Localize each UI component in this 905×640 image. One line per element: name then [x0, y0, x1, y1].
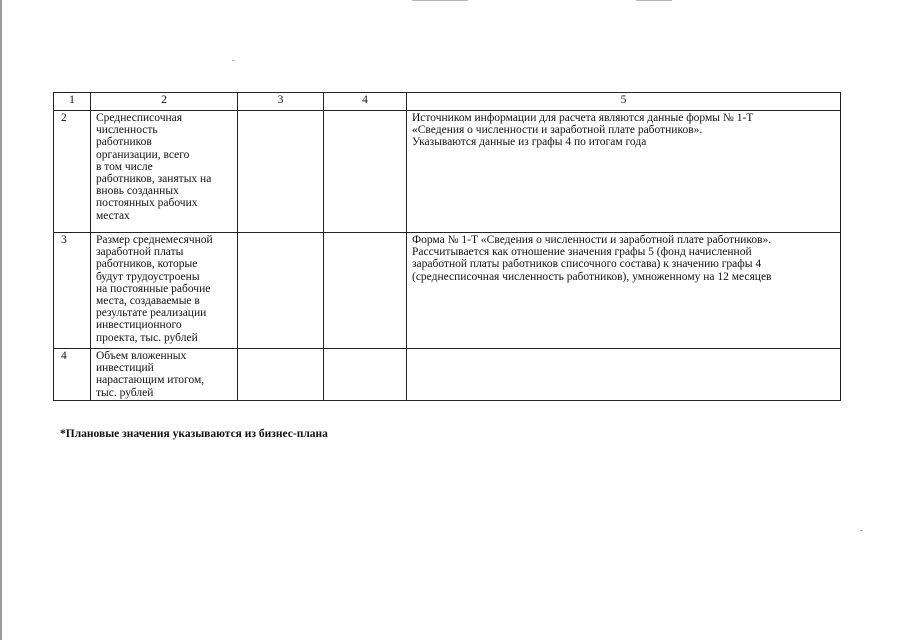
header-cell-5: 5 — [407, 93, 841, 111]
header-cell-1: 1 — [54, 93, 91, 111]
header-cell-2: 2 — [91, 93, 238, 111]
value-cell-col3 — [238, 111, 324, 233]
row-number: 4 — [54, 349, 91, 401]
value-cell-col3 — [238, 349, 324, 401]
table-row — [54, 111, 841, 233]
row-number: 3 — [54, 233, 91, 349]
indicator-cell: Среднесписочная численность работников организации, всего в том числе работников, занятых на вновь созданных постоянных рабочих местах — [91, 111, 238, 233]
table-row — [54, 349, 841, 401]
value-cell-col3 — [238, 233, 324, 349]
scan-artifact — [860, 530, 863, 531]
footnote: *Плановые значения указываются из бизнес-плана — [60, 428, 328, 440]
indicator-cell: Размер среднемесячной заработной платы работников, которые будут трудоустроены на постоянные рабочие места, создаваемые в результате реализации инвестиционного проекта, тыс. рублей — [91, 233, 238, 349]
value-cell-col4 — [324, 349, 407, 401]
source-cell — [407, 349, 841, 401]
source-cell: Источником информации для расчета являются данные формы № 1-Т «Сведения о численности и заработной плате работников». Указываются данные из графы 4 по итогам года — [407, 111, 841, 233]
indicator-cell: Объем вложенных инвестиций нарастающим итогом, тыс. рублей — [91, 349, 238, 401]
scan-artifact — [412, 0, 468, 1]
indicators-table — [53, 92, 841, 401]
header-cell-3: 3 — [238, 93, 324, 111]
scan-artifact — [232, 60, 235, 61]
header-cell-4: 4 — [324, 93, 407, 111]
value-cell-col4 — [324, 111, 407, 233]
scan-artifact — [636, 0, 672, 1]
table-row — [54, 233, 841, 349]
page-left-edge — [0, 0, 2, 640]
source-cell: Форма № 1-Т «Сведения о численности и заработной плате работников». Рассчитывается как отношение значения графы 5 (фонд начисленной заработной платы работников списочного состава) к значению графы 4 (среднесписочная численность работников), умноженному на 12 месяцев — [407, 233, 841, 349]
table-header-row — [54, 93, 841, 111]
row-number: 2 — [54, 111, 91, 233]
value-cell-col4 — [324, 233, 407, 349]
